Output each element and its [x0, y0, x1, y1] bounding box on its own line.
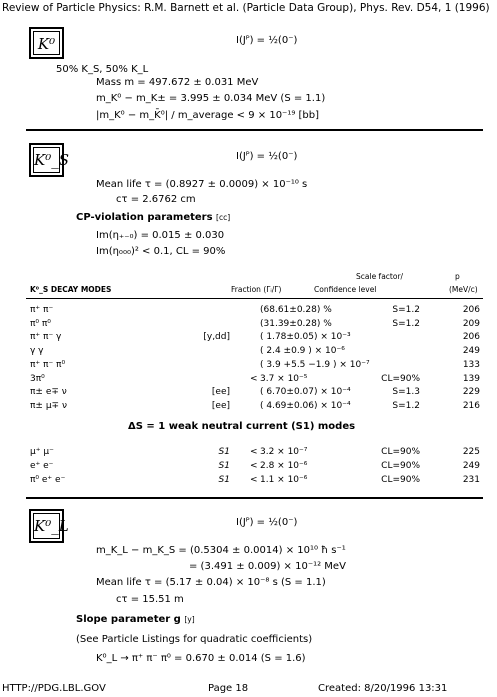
decay-mode: π⁰ π⁰ [30, 318, 51, 329]
decay-row [26, 475, 483, 489]
decay-fraction: ( 4.69±0.06) × 10⁻⁴ [260, 400, 351, 411]
decay-row [26, 305, 483, 319]
k0-mass-ratio: |m_K⁰ − m_K̄⁰| / m_average < 9 × 10⁻¹⁹ [bb] [96, 110, 320, 121]
ks-cp-2: Im(η₀₀₀)² < 0.1, CL = 90% [96, 246, 226, 257]
decay-mode: μ⁺ μ⁻ [30, 447, 54, 457]
ks-cp-1: Im(η₊₋₀) = 0.015 ± 0.030 [96, 230, 225, 241]
kl-slope-title [76, 614, 195, 625]
decay-limit: < [250, 475, 258, 485]
kl-slope-value: K⁰_L → π⁺ π⁻ π⁰ = 0.670 ± 0.014 (S = 1.6) [96, 653, 306, 664]
table-head-scale2: Confidence level [314, 285, 377, 294]
decay-note: [ee] [211, 387, 230, 398]
decay-mode: π⁺ π⁻ [30, 305, 54, 315]
kl-mass-difference-2: = (3.491 ± 0.009) × 10⁻¹² MeV [189, 561, 346, 572]
kl-slope-ref: [y] [184, 615, 195, 624]
decay-scale: CL=90% [381, 373, 420, 384]
decay-fraction: 3.2 × 10⁻⁷ [260, 447, 308, 457]
k0-symbol-box [29, 27, 64, 59]
table-head-p1: p [455, 272, 460, 281]
s1-title: ΔS = 1 weak neutral current (S1) modes [128, 421, 356, 432]
decay-mode: γ γ [30, 346, 44, 357]
k0-mass-difference: m_K⁰ − m_K± = 3.995 ± 0.034 MeV (S = 1.1) [96, 93, 326, 104]
table-head-scale1: Scale factor/ [356, 272, 404, 281]
decay-fraction: (31.39±0.28) % [260, 318, 332, 329]
ks-symbol-box [29, 143, 69, 177]
decay-scale: S=1.3 [392, 387, 420, 398]
decay-row [26, 360, 483, 374]
decay-momentum: 206 [462, 332, 480, 343]
decay-fraction: ( 6.70±0.07) × 10⁻⁴ [260, 387, 351, 398]
decay-note: S1 [218, 461, 230, 471]
footer-created: Created: 8/20/1996 13:31 [318, 683, 448, 694]
ks-quantum-numbers: I(Jᴾ) = ½(0⁻) [236, 151, 298, 162]
decay-scale: CL=90% [381, 447, 420, 457]
decay-row [26, 447, 483, 461]
decay-row [26, 319, 483, 333]
kl-symbol: K⁰_L [33, 513, 60, 539]
decay-momentum: 139 [462, 373, 480, 384]
k0-mixture: 50% K_S, 50% K_L [56, 64, 149, 75]
ks-mean-life: Mean life τ = (0.8927 ± 0.0009) × 10⁻¹⁰ s [96, 179, 308, 190]
decay-momentum: 229 [462, 387, 480, 398]
decay-scale: CL=90% [381, 461, 420, 471]
decay-fraction: 2.8 × 10⁻⁶ [260, 461, 308, 471]
footer-page: Page 18 [208, 683, 249, 694]
k0-symbol: K⁰ [33, 31, 60, 55]
decay-momentum: 216 [462, 400, 480, 411]
table-head-modes: K⁰_S DECAY MODES [30, 285, 112, 294]
decay-mode: e⁺ e⁻ [30, 461, 54, 471]
decay-note: [ee] [211, 400, 230, 411]
ks-cp-ref: [cc] [216, 213, 231, 222]
decay-mode: π⁺ π⁻ π⁰ [30, 359, 66, 370]
decay-fraction: (68.61±0.28) % [260, 305, 332, 315]
decay-limit: < [250, 373, 258, 384]
table-head-p2: (MeV/c) [449, 285, 478, 294]
decay-momentum: 209 [462, 318, 480, 329]
kl-mass-difference-1: m_K_L − m_K_S = (0.5304 ± 0.0014) × 10¹⁰ ħ s⁻¹ [96, 545, 346, 556]
decay-momentum: 133 [462, 359, 480, 370]
decay-momentum: 206 [462, 305, 480, 315]
decay-row [26, 401, 483, 415]
decay-row [26, 332, 483, 346]
footer-url[interactable]: HTTP://PDG.LBL.GOV [2, 683, 106, 694]
decay-fraction: 1.1 × 10⁻⁶ [260, 475, 308, 485]
decay-momentum: 249 [462, 346, 480, 357]
decay-mode: π⁺ π⁻ γ [30, 332, 62, 343]
k0-quantum-numbers: I(Jᴾ) = ½(0⁻) [236, 35, 298, 46]
decay-fraction: ( 1.78±0.05) × 10⁻³ [260, 332, 351, 343]
decay-limit: < [250, 447, 258, 457]
decay-scale: S=1.2 [392, 400, 420, 411]
decay-limit: < [250, 461, 258, 471]
decay-note: S1 [218, 447, 230, 457]
decay-scale: S=1.2 [392, 305, 420, 315]
decay-fraction: ( 3.9 +5.5 −1.9 ) × 10⁻⁷ [260, 359, 370, 370]
ks-symbol: K⁰_S [33, 147, 60, 173]
decay-fraction: 3.7 × 10⁻⁵ [260, 373, 308, 384]
decay-row [26, 461, 483, 475]
decay-momentum: 225 [462, 447, 480, 457]
ks-cp-title [76, 212, 230, 223]
decay-scale: CL=90% [381, 475, 420, 485]
section-rule [26, 497, 483, 499]
kl-symbol-box [29, 509, 69, 543]
kl-mean-life: Mean life τ = (5.17 ± 0.04) × 10⁻⁸ s (S = 1.1) [96, 577, 326, 588]
decay-row [26, 374, 483, 388]
decay-mode: 3π⁰ [30, 373, 45, 384]
kl-see-listings: (See Particle Listings for quadratic coefficients) [76, 634, 313, 645]
ks-cp-title-text: CP-violation parameters [76, 212, 213, 223]
page-header: Review of Particle Physics: R.M. Barnett et al. (Particle Data Group), Phys. Rev. D54, 1 (1996) [2, 2, 490, 14]
decay-note: S1 [218, 475, 230, 485]
kl-slope-title-text: Slope parameter g [76, 614, 181, 625]
kl-quantum-numbers: I(Jᴾ) = ½(0⁻) [236, 517, 298, 528]
table-head-rule [26, 298, 483, 299]
table-head-fraction: Fraction (Γᵢ/Γ) [231, 285, 282, 294]
kl-ctau: cτ = 15.51 m [116, 594, 184, 605]
decay-mode: π± μ∓ ν [30, 400, 67, 411]
k0-mass: Mass m = 497.672 ± 0.031 MeV [96, 77, 259, 88]
decay-row [26, 387, 483, 401]
decay-mode: π⁰ e⁺ e⁻ [30, 475, 66, 485]
section-rule [26, 129, 483, 131]
decay-note: [y,dd] [203, 332, 230, 343]
decay-momentum: 231 [462, 475, 480, 485]
ks-ctau: cτ = 2.6762 cm [116, 194, 196, 205]
decay-mode: π± e∓ ν [30, 387, 67, 398]
decay-row [26, 346, 483, 360]
decay-momentum: 249 [462, 461, 480, 471]
decay-scale: S=1.2 [392, 318, 420, 329]
decay-fraction: ( 2.4 ±0.9 ) × 10⁻⁶ [260, 346, 345, 357]
